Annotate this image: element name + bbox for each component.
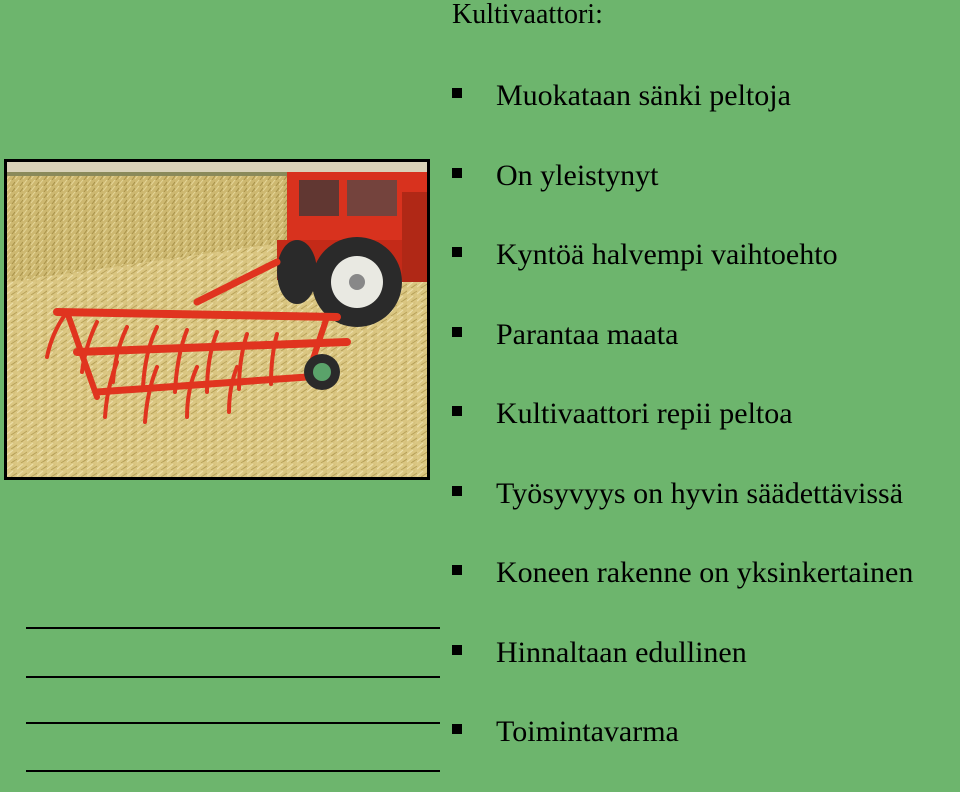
bullet-item (452, 315, 913, 355)
square-bullet-icon (452, 168, 462, 178)
square-bullet-icon (452, 565, 462, 575)
bullet-item (452, 76, 913, 116)
tractor-illustration (7, 162, 427, 477)
bullet-text: Parantaa maata (496, 317, 679, 351)
bullet-text: Kultivaattori repii peltoa (496, 397, 793, 430)
bullet-text: Hinnaltaan edullinen (496, 635, 747, 669)
bullet-item (452, 712, 913, 752)
blank-line (26, 722, 440, 724)
blank-line (26, 627, 440, 629)
bullet-item (452, 474, 913, 514)
bullet-list (452, 76, 913, 792)
square-bullet-icon (452, 486, 462, 496)
bullet-text: Koneen rakenne on yksinkertainen (496, 556, 914, 589)
bullet-item (452, 633, 913, 673)
square-bullet-icon (452, 406, 462, 416)
square-bullet-icon (452, 327, 462, 337)
bullet-text: Kyntöä halvempi vaihtoehto (496, 238, 838, 271)
square-bullet-icon (452, 724, 462, 734)
slide-title: Kultivaattori: (452, 0, 603, 30)
bullet-text: Muokataan sänki peltoja (496, 79, 791, 112)
square-bullet-icon (452, 645, 462, 655)
cultivator-photo (4, 159, 430, 480)
bullet-text: Toimintavarma (496, 715, 679, 748)
bullet-item (452, 235, 913, 275)
bullet-item (452, 553, 913, 593)
square-bullet-icon (452, 88, 462, 98)
bullet-item (452, 394, 913, 434)
bullet-text: Työsyvyys on hyvin säädettävissä (496, 476, 904, 510)
bullet-item (452, 156, 913, 196)
blank-line (26, 770, 440, 772)
blank-line (26, 676, 440, 678)
square-bullet-icon (452, 247, 462, 257)
bullet-text: On yleistynyt (496, 158, 659, 192)
